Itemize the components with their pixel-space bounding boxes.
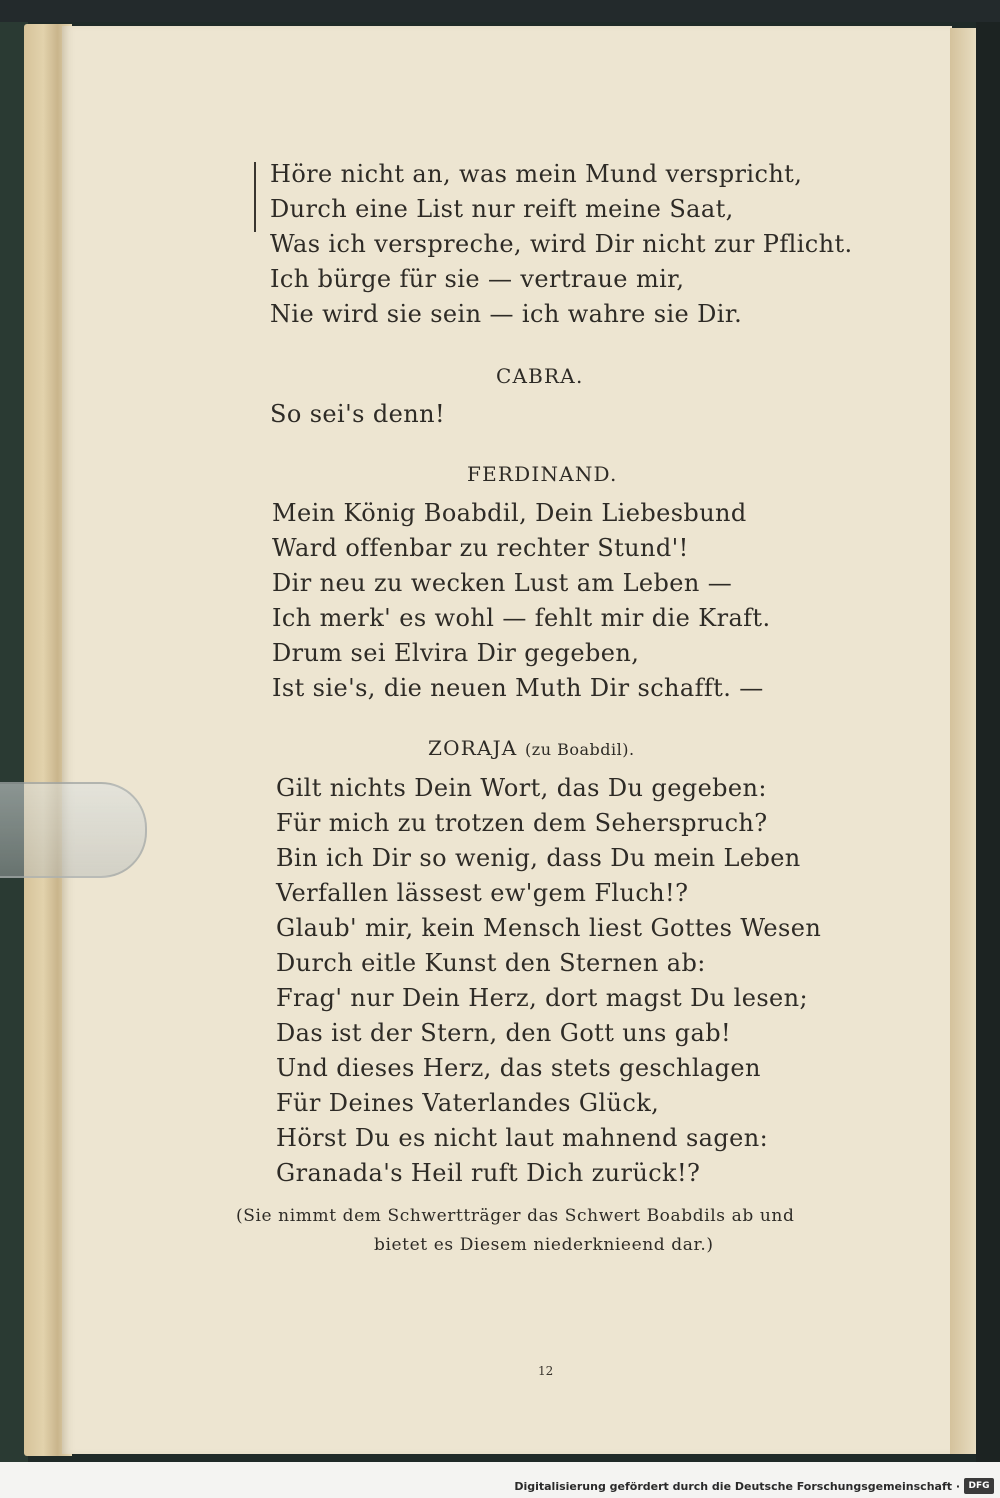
verse-line: Und dieses Herz, das stets geschlagen xyxy=(276,1054,761,1082)
scan-top-edge xyxy=(0,0,1000,22)
verse-line: So sei's denn! xyxy=(270,400,445,428)
verse-line: Ich merk' es wohl — fehlt mir die Kraft. xyxy=(272,604,771,632)
speaker-ferdinand: FERDINAND. xyxy=(467,462,618,486)
speaker-zoraja-name: ZORAJA xyxy=(428,736,518,760)
page-number: 12 xyxy=(538,1364,554,1378)
verse-line: Gilt nichts Dein Wort, das Du gegeben: xyxy=(276,774,767,802)
verse-line: Durch eitle Kunst den Sternen ab: xyxy=(276,949,706,977)
verse-line: Ich bürge für sie — vertraue mir, xyxy=(270,265,685,293)
verse-line: Durch eine List nur reift meine Saat, xyxy=(270,195,734,223)
verse-line: Verfallen lässest ew'gem Fluch!? xyxy=(276,879,689,907)
verse-line: Mein König Boabdil, Dein Liebesbund xyxy=(272,499,747,527)
verse-line: Dir neu zu wecken Lust am Leben — xyxy=(272,569,733,597)
speaker-zoraja xyxy=(428,736,635,760)
verse-line: Glaub' mir, kein Mensch liest Gottes Wesen xyxy=(276,914,822,942)
speaker-zoraja-note: (zu Boabdil). xyxy=(525,740,635,759)
verse-line: Ist sie's, die neuen Muth Dir schafft. — xyxy=(272,674,764,702)
verse-line: Drum sei Elvira Dir gegeben, xyxy=(272,639,640,667)
speaker-cabra: CABRA. xyxy=(496,364,584,388)
verse-line: Was ich verspreche, wird Dir nicht zur Pflicht. xyxy=(270,230,853,258)
verse-line: Hörst Du es nicht laut mahnend sagen: xyxy=(276,1124,769,1152)
footer-credit: Digitalisierung gefördert durch die Deutsche Forschungsgemeinschaft · xyxy=(514,1480,960,1493)
verse-line: Höre nicht an, was mein Mund verspricht, xyxy=(270,160,803,188)
verse-line: Das ist der Stern, den Gott uns gab! xyxy=(276,1019,732,1047)
verse-line: Ward offenbar zu rechter Stund'! xyxy=(272,534,689,562)
facing-page-edge xyxy=(950,28,976,1454)
verse-line: Frag' nur Dein Herz, dort magst Du lesen; xyxy=(276,984,809,1012)
dfg-logo: DFG xyxy=(964,1478,994,1494)
verse-line: Nie wird sie sein — ich wahre sie Dir. xyxy=(270,300,743,328)
page-clip xyxy=(0,782,147,878)
scan-right-edge xyxy=(976,22,1000,1462)
verse-line: Für Deines Vaterlandes Glück, xyxy=(276,1089,660,1117)
stage-direction-line: (Sie nimmt dem Schwertträger das Schwert Boabdils ab und xyxy=(236,1206,795,1226)
verse-line: Für mich zu trotzen dem Seherspruch? xyxy=(276,809,768,837)
verse-line: Granada's Heil ruft Dich zurück!? xyxy=(276,1159,701,1187)
verse-line: Bin ich Dir so wenig, dass Du mein Leben xyxy=(276,844,801,872)
margin-bracket xyxy=(254,162,260,232)
stage-direction-line: bietet es Diesem niederknieend dar.) xyxy=(374,1235,714,1255)
